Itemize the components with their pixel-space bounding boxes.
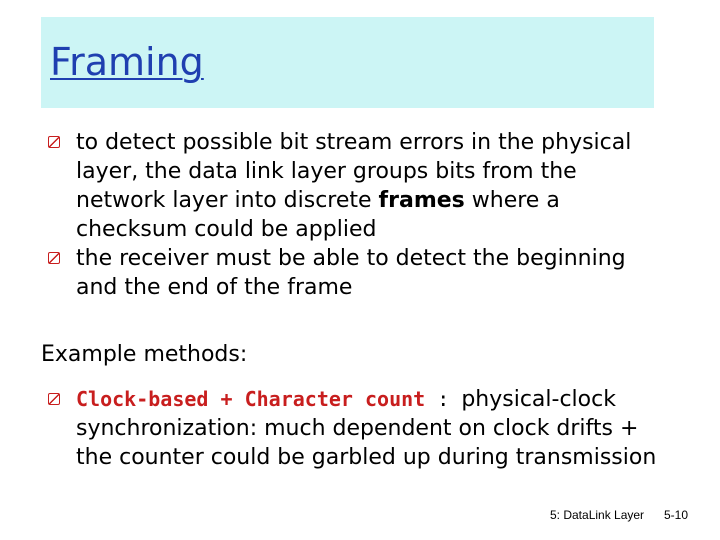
method-term: Clock-based + Character count <box>76 387 426 411</box>
checkbox-bullet-icon <box>48 393 60 405</box>
method-description: physical-clock synchronization: much dependent on clock drifts + the counter could be garbled up during transmission <box>76 387 657 470</box>
bullet-text-before: to detect possible bit stream errors in the physical layer, the data link layer groups bits from the network layer into discrete <box>76 130 632 213</box>
method-item <box>48 385 668 472</box>
bullet-text: the receiver must be able to detect the beginning and the end of the frame <box>76 246 626 300</box>
bullet-list <box>48 128 668 302</box>
slide-number: 5-10 <box>664 508 689 522</box>
method-separator: : <box>425 387 462 411</box>
bullet-item <box>48 128 668 244</box>
checkbox-bullet-icon <box>48 136 60 148</box>
bullet-item <box>48 244 668 302</box>
footer-label: 5: DataLink Layer <box>550 508 645 522</box>
bullet-text-after: where a checksum could be applied <box>76 188 560 242</box>
examples-heading: Example methods: <box>41 342 248 367</box>
bullet-text-bold: frames <box>378 188 465 213</box>
checkbox-bullet-icon <box>48 252 60 264</box>
method-list <box>48 385 668 472</box>
slide-title: Framing <box>50 40 204 84</box>
